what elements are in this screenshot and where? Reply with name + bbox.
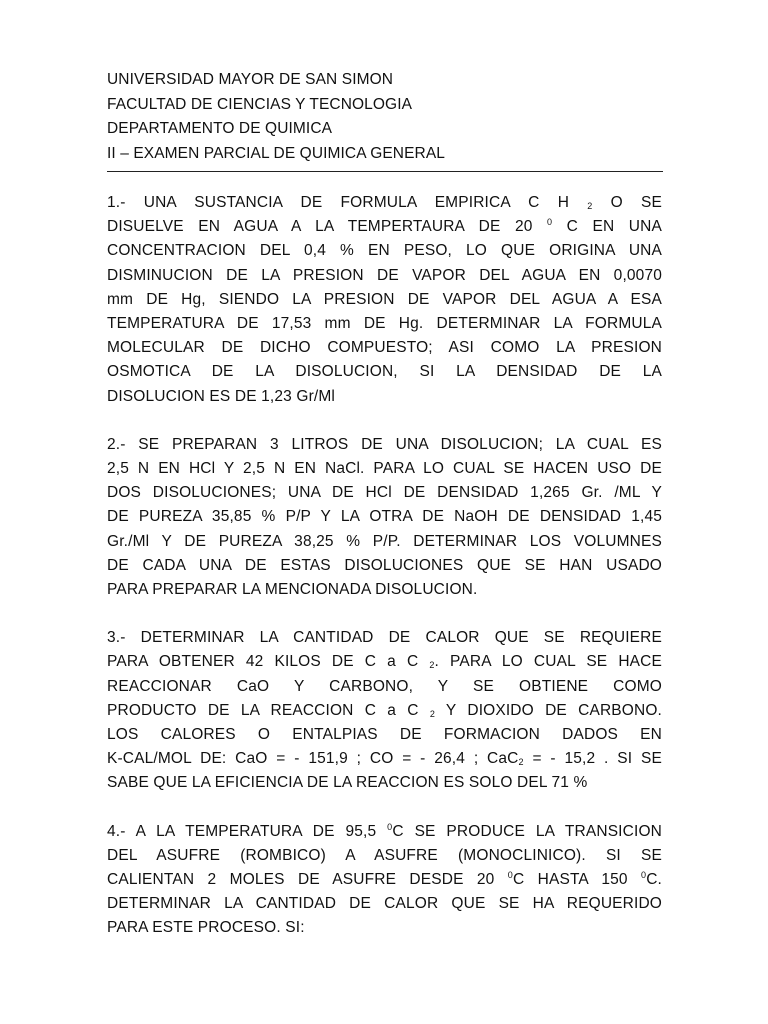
- question-1-line: DISMINUCION DE LA PRESION DE VAPOR DEL AGUA EN 0,0070: [107, 266, 662, 284]
- question-2-line: 2.- SE PREPARAN 3 LITROS DE UNA DISOLUCION; LA CUAL ES: [107, 435, 662, 453]
- header-divider: [107, 171, 663, 172]
- question-1-line: mm DE Hg, SIENDO LA PRESION DE VAPOR DEL AGUA A ESA: [107, 290, 662, 308]
- document-header: [107, 68, 667, 166]
- text-segment: DISUELVE EN AGUA A LA TEMPERTAURA DE 20: [107, 218, 548, 236]
- subscript: 2: [518, 757, 524, 768]
- question-3-line: [107, 747, 662, 771]
- question-2-line: DOS DISOLUCIONES; UNA DE HCl DE DENSIDAD 1,265 Gr. /ML Y: [107, 484, 662, 502]
- question-3-line: [107, 650, 662, 674]
- question-1: [107, 191, 662, 409]
- subscript: 2: [429, 660, 435, 671]
- question-3-line: LOS CALORES O ENTALPIAS DE FORMACION DADOS EN: [107, 726, 662, 744]
- question-2-line: Gr./Ml Y DE PUREZA 38,25 % P/P. DETERMINAR LOS VOLUMNES: [107, 532, 662, 550]
- text-segment: Y DIOXIDO DE CARBONO.: [435, 701, 663, 719]
- text-segment: C SE PRODUCE LA TRANSICION: [392, 822, 662, 840]
- question-4-line: [107, 820, 662, 844]
- faculty-name: FACULTAD DE CIENCIAS Y TECNOLOGIA: [107, 95, 413, 113]
- question-1-line: CONCENTRACION DEL 0,4 % EN PESO, LO QUE ORIGINA UNA: [107, 242, 662, 260]
- exam-title: II – EXAMEN PARCIAL DE QUIMICA GENERAL: [107, 144, 445, 162]
- superscript: 0: [547, 217, 553, 228]
- question-1-line: DISOLUCION ES DE 1,23 Gr/Ml: [107, 387, 335, 405]
- question-4: [107, 820, 662, 941]
- question-3-line: REACCIONAR CaO Y CARBONO, Y SE OBTIENE COMO: [107, 677, 662, 695]
- question-1-line: OSMOTICA DE LA DISOLUCION, SI LA DENSIDAD DE LA: [107, 363, 662, 381]
- superscript: 0: [641, 870, 647, 881]
- superscript: 0: [507, 870, 513, 881]
- text-segment: . PARA LO CUAL SE HACE: [434, 653, 662, 671]
- question-1-line: [107, 191, 662, 215]
- question-2: [107, 433, 662, 602]
- question-3-line: SABE QUE LA EFICIENCIA DE LA REACCION ES SOLO DEL 71 %: [107, 774, 588, 792]
- question-4-line: DEL ASUFRE (ROMBICO) A ASUFRE (MONOCLINICO). SI SE: [107, 846, 662, 864]
- question-3-line: [107, 699, 662, 723]
- question-2-line: DE CADA UNA DE ESTAS DISOLUCIONES QUE SE HAN USADO: [107, 556, 662, 574]
- question-1-line: MOLECULAR DE DICHO COMPUESTO; ASI COMO LA PRESION: [107, 339, 662, 357]
- subscript: 2: [587, 201, 593, 211]
- question-1-line: [107, 215, 662, 239]
- text-segment: CALIENTAN 2 MOLES DE ASUFRE DESDE 20: [107, 871, 508, 889]
- questions-section: [107, 191, 662, 965]
- question-4-line: [107, 868, 662, 892]
- subscript: 2: [429, 708, 435, 719]
- text-segment: C.: [646, 871, 662, 889]
- question-4-line: DETERMINAR LA CANTIDAD DE CALOR QUE SE HA REQUERIDO: [107, 895, 662, 913]
- question-2-line: 2,5 N EN HCl Y 2,5 N EN NaCl. PARA LO CUAL SE HACEN USO DE: [107, 460, 662, 478]
- question-2-line: PARA PREPARAR LA MENCIONADA DISOLUCION.: [107, 581, 478, 599]
- text-segment: 1.- UNA SUSTANCIA DE FORMULA EMPIRICA C H: [107, 194, 588, 211]
- text-segment: K-CAL/MOL DE: CaO = - 151,9 ; CO = - 26,4 ; CaC: [107, 750, 519, 768]
- text-segment: PRODUCTO DE LA REACCION C a C: [107, 701, 430, 719]
- text-segment: PARA OBTENER 42 KILOS DE C a C: [107, 653, 430, 671]
- text-segment: 4.- A LA TEMPERATURA DE 95,5: [107, 822, 388, 840]
- department-name: DEPARTAMENTO DE QUIMICA: [107, 120, 333, 137]
- university-name: UNIVERSIDAD MAYOR DE SAN SIMON: [107, 71, 394, 88]
- text-segment: C HASTA 150: [512, 871, 642, 889]
- question-3-line: 3.- DETERMINAR LA CANTIDAD DE CALOR QUE SE REQUIERE: [107, 629, 662, 647]
- text-segment: O SE: [592, 194, 662, 211]
- question-2-line: DE PUREZA 35,85 % P/P Y LA OTRA DE NaOH DE DENSIDAD 1,45: [107, 508, 662, 526]
- question-4-line: PARA ESTE PROCESO. SI:: [107, 919, 305, 937]
- question-1-line: TEMPERATURA DE 17,53 mm DE Hg. DETERMINAR LA FORMULA: [107, 315, 662, 333]
- question-3: [107, 626, 662, 795]
- superscript: 0: [387, 821, 393, 832]
- text-segment: C EN UNA: [552, 218, 662, 236]
- text-segment: = - 15,2 . SI SE: [523, 750, 662, 768]
